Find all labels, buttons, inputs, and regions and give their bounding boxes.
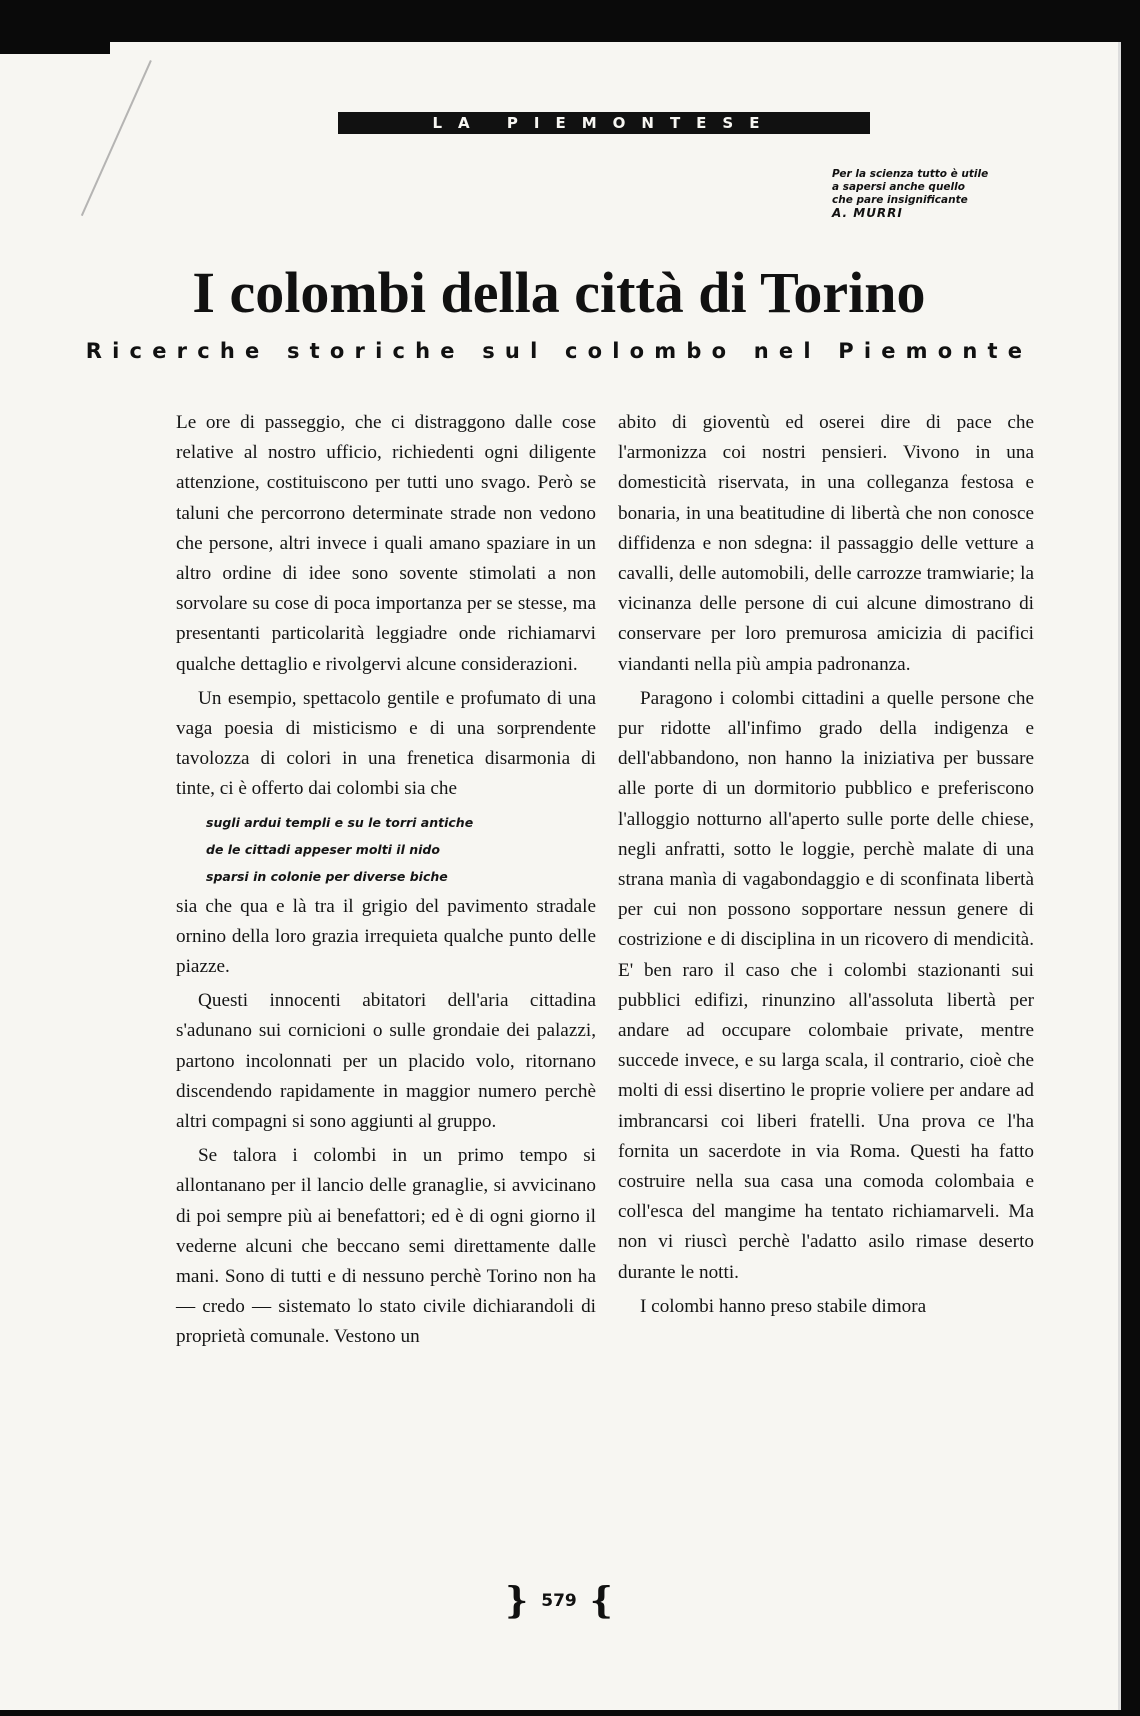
paragraph: Questi innocenti abitatori dell'aria cittadina s'adunano sui cornicioni o sulle grondaie dei palazzi, partono incolonnati per un placido volo, ritornano discendendo rapidamente in maggior numero perchè altri compagni si sono aggiunti al gruppo. — [176, 990, 596, 1133]
epigraph-line: Per la scienza tutto è utile — [832, 168, 989, 180]
article-title: I colombi della città di Torino — [192, 260, 926, 325]
magazine-page — [0, 42, 1121, 1710]
epigraph-line: a sapersi anche quello — [832, 181, 965, 193]
magazine-header-band: LA PIEMONTESE — [338, 112, 870, 134]
paragraph: I colombi hanno preso stabile dimora — [640, 1295, 927, 1317]
verse-line: sparsi in colonie per diverse biche — [206, 868, 448, 884]
page-number-value: 579 — [541, 1591, 577, 1611]
paragraph: sia che qua e là tra il grigio del pavimento stradale ornino della loro grazia irrequieta qualche punto delle piazze. — [176, 895, 596, 978]
left-column — [176, 408, 596, 1357]
brace-ornament: } — [505, 1580, 529, 1622]
brace-ornament: { — [589, 1580, 613, 1622]
verse-line: sugli ardui templi e su le torri antiche — [206, 814, 474, 830]
paragraph: abito di gioventù ed oserei dire di pace che l'armonizza coi nostri pensieri. Vivono in una domesticità riservata, in una colleganza festosa e bonaria, in una beatitudine di libertà che non conosce diffidenza e non sdegna: il passaggio delle vetture a cavalli, delle automobili, delle carrozze tramwiarie; la vicinanza delle persone di cui alcune dimostrano di conservare per loro premurosa amicizia di pacifici viandanti nella più ampia padronanza. — [618, 412, 1034, 675]
epigraph — [832, 168, 1032, 220]
paragraph: Un esempio, spettacolo gentile e profumato di una vaga poesia di misticismo e di una sorprendente tavolozza di colori in una frenetica disarmonia di tinte, ci è offerto dai colombi sia che — [176, 687, 596, 800]
article-subtitle: Ricerche storiche sul colombo nel Piemonte — [85, 339, 1033, 363]
paragraph: Le ore di passeggio, che ci distraggono dalle cose relative al nostro ufficio, richiedenti ogni diligente attenzione, costituiscono per tutti uno svago. Però se taluni che percorrono determinate strade non vedono che persone, altri invece i quali amano spaziare in un altro ordine di idee sono sovente stimolati a non sorvolare su cose di poca importanza per se stesse, ma presentanti particolarità leggiadre onde richiamarvi qualche dettaglio e rivolgervi alcune considerazioni. — [176, 412, 596, 675]
scan-border — [0, 42, 110, 54]
epigraph-line: che pare insignificante — [832, 194, 968, 206]
paragraph: Se talora i colombi in un primo tempo si allontanano per il lancio delle granaglie, si avvicinano di poi sempre più ai benefattori; ed è di ogni giorno il vederne alcuni che beccano semi direttamente dalle mani. Sono di tutti e di nessuno perchè Torino non ha — credo — sistemato lo stato civile dichiarandoli di proprietà comunale. Vestono un — [176, 1145, 596, 1348]
verse-line: de le cittadi appeser molti il nido — [206, 841, 440, 857]
page-number — [0, 1580, 1118, 1622]
epigraph-author: A. MURRI — [832, 206, 903, 220]
right-column — [618, 408, 1034, 1326]
decorative-stroke — [81, 60, 152, 216]
paragraph: Paragono i colombi cittadini a quelle persone che pur ridotte all'infimo grado della indigenza e dell'abbandono, non hanno la iniziativa per bussare alle porte di un dormitorio pubblico e preferiscono l'alloggio notturno all'aperto sulle porte delle chiese, negli anfratti, sotto le loggie, perchè malate di una strana manìa di vagabondaggio e di sconfinata libertà per cui non possono sopportare nessun genere di costrizione e di disciplina in un ricovero di mendicità. E' ben raro il caso che i colombi stazionanti sui pubblici edifizi, rinunzino all'assoluta libertà per andare ad occupare colombaie private, mentre succede invece, e su larga scala, il contrario, cioè che molti di essi disertino le proprie voliere per andare ad imbrancarsi coi liberi fratelli. Una prova ce l'ha fornita un sacerdote in via Roma. Questi ha fatto costruire nella sua casa una comoda colombaia e coll'esca del mangime ha tentato richiamarveli. Ma non vi riuscì perchè l'adatto asilo rimase deserto durante le notti. — [618, 687, 1034, 1283]
verse-quote — [206, 809, 596, 890]
